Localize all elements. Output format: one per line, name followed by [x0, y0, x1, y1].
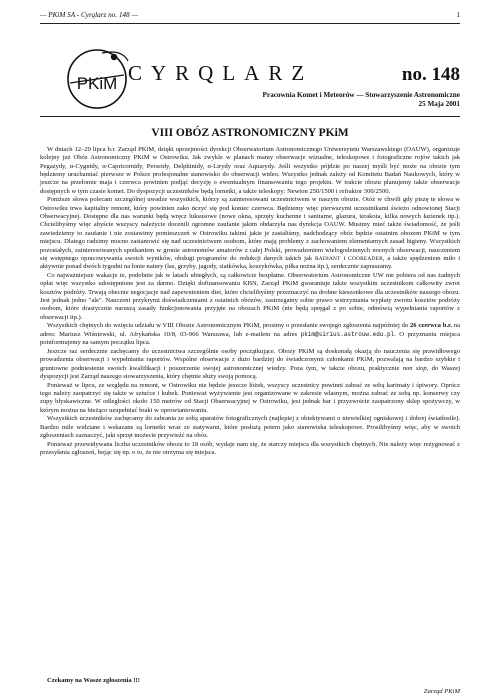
deadline-date: 26 czerwca b.r. [410, 322, 452, 330]
paragraph-1: W dniach 12–29 lipca b.r. Zarząd PKiM, dzięki uprzejmości dyrekcji Obserwatorium Astronomicznego Uniwersytetu Warszawskiego (OAUW), organizuje kolejny już Obóz Astronomiczny PKiM w Ostrowiku. Jak zwykle w planach mamy obserwacje wizualne, teleskopowe i fotograficzne rojów takich jak Pegazydy, α-Cygnidy, α-Capricornidy, Perseidy, Delphinidy, α-Lirydy oraz Aquarydy. Jeśli wszystko pójdzie po naszej myśli być może na obozie tym będziemy uruchamiać pierwsze w Polsce profesjonalne stanowisko do obserwacji wideo. Wszystko jednak zależy od Komitetu Badań Naukowych, który w jeszcze na przełomie maja i czerwca powinien podjąć decyzję o ewentualnym finansowaniu tego projektu. W trakcie obozu planujemy także obserwacje dostępnych w tym czasie komet. Do dyspozycji uczestników będą lornetki, a także teleskopy: Newton 250/1500 i refraktor 300/2500. [40, 146, 460, 195]
paragraph-4-address: na adres: Mariusz Wiśniewski, ul. Afrykańska 10/8, 03-966 Warszawa, lub e-mailem na adres [40, 322, 460, 338]
paragraph-5-end: , do Waszej dyspozycji jest Zarząd naszego stowarzyszenia, który chętnie służy swoją pomocą. [40, 364, 461, 380]
paragraph-7: Wszystkich uczestników zachęcamy do zabrania ze sobą aparatów fotograficznych (najlepiej z obiektywami o niewielkiej ogniskowej i dobrej światłosile). Bardzo mile widziane i wskazane są lornetki wraz ze statywami, które posłużą potem jako stanowiska teleskopowe. Prosilibyśmy więc, aby w swoich zgłoszeniach zaznaczyć, jaki sprzęt możecie przywieźć na obóz. [40, 415, 460, 440]
logo-lettering: PKiM [76, 74, 118, 93]
publisher-line: Pracownia Komet i Meteorów — Stowarzyszenie Astronomiczne [262, 91, 460, 99]
program-coreader: COOREADER [348, 255, 383, 262]
paragraph-4 [40, 322, 460, 347]
non-stop-emphasis: non stop [402, 364, 427, 372]
paragraph-2-conj: i [343, 254, 346, 262]
contact-email: pkim@sirius.astrouw.edu.pl [300, 330, 395, 338]
masthead [40, 43, 460, 113]
program-radiant: RADIANT [314, 255, 341, 262]
paragraph-8: Ponieważ przewidywana liczba uczestników obozu to 18 osób, wydaje nam się, że starczy miejsca dla wszystkich chętnych. Nie należy więc rezygnować z przesyłania zgłoszeń, bojąc się np. o to, że nie otrzyma się miejsca. [40, 440, 460, 457]
issue-date: 25 Maja 2001 [418, 100, 460, 108]
masthead-title-row [128, 61, 460, 85]
paragraph-4-text: Wszystkich chętnych do wzięcia udziału w VIII Obozie Astronomicznym PKiM, prosimy o przesłanie swojego zgłoszenia najpóźniej do [47, 322, 409, 330]
article-title: VIII OBÓZ ASTRONOMICZNY PKiM [151, 127, 349, 139]
paragraph-4-end: . O przyznaniu miejsca poinformujemy na samym początku lipca. [40, 330, 460, 347]
signature: Zarząd PKiM [423, 688, 460, 695]
paragraph-2-end: , a także spędzeniem miło i aktywnie ponad dwóch tygodni na łonie natury (las, grzyby, jagody, siatkówka, koszykówka, piłka nożna itp.), serdecznie zapraszamy. [40, 254, 461, 271]
pkim-logo [62, 43, 132, 113]
header-divider [40, 23, 460, 24]
paragraph-6: Ponieważ w lipcu, ze względu na remont, w Ostrowiku nie będzie jeszcze łóżek, wszyscy uczestnicy powinni zabrać ze sobą karimaty i śpiwory. Oprócz tego należy zaopatrzyć się także w sztućce i kubek. Ponieważ wyżywienie jest organizowane w zakresie własnym, można zabrać ze sobą np. konserwy czy zupy błyskawiczne. W odległości około 150 metrów od Stacji Obserwacyjnej w Ostrowiku, jest jednak bar i przyzwoicie zaopatrzony sklep spożywczy, w którym można na bieżąco uzupełniać braki w oprowiantowaniu. [40, 381, 460, 414]
closing-line: Czekamy na Wasze zgłoszenia !!! [47, 677, 140, 684]
paragraph-5 [40, 348, 460, 381]
paragraph-2 [40, 196, 460, 271]
running-header-title: — PKiM SA - Cyrqlarz no. 148 — [40, 11, 138, 19]
masthead-divider [40, 116, 460, 117]
paragraph-2-text: Poniższe słowa polecam szczególnej uwadze wszystkich, którzy są zainteresowani uczestnictwem w naszym obozie. Otóż w chwili gdy piszę te słowa w Ostrowiku trwa kapitalny remont, który powinien zako ńczyć się pod koniec czerwca. Będziemy więc pierwszymi uczestnikami świeżo odnowionej Stacji Obserwacyjnej. Dostępne dla nas warunki będą wręcz luksusowe (nowe okna, sprzęty kuchenne i sanitarne, glazura, terakota, kilka nowych łazienek itp.). Chcielibyśmy więc abyście wszyscy należycie docenili ogromne zaufanie jakim obdarzyła nas dyrekcja OAUW. Musimy mieć także świadomość, że jeśli zawiedziemy to zaufanie i nie zostawimy pomieszczeń w Ostrowiku takimi jakie je zastaliśmy, nadchodzący obóz będzie ostatnim obozem PKiM w tym miejscu. Dlatego radzimy mocno zastanowić się nad uczestnictwem osobom, które mają problemy z zachowaniem elementarnych zasad higieny. Wszystkich pozostałych, zainteresowanych spotkaniem w gronie astronomów amatorów z całej Polski, prowadzeniem wielogodzinnych nocnych obserwacji, nauczeniem się wstępnego opracowywania swoich wyników, obsługi programów do redukcji danych takich jak [40, 196, 460, 262]
page-number: 1 [456, 11, 460, 19]
paragraph-5-text: Jeszcze raz serdecznie zachęcamy do uczestnictwa szczególnie osoby początkujące. Obozy PKiM są doskonałą okazją do nauczenia się prawidłowego prowadzenia obserwacji i wypełniania raportów. Wspólne obserwacje z dużo bardziej do świadczonymi członkami PKiM, pozwalają na bardzo szybkie i gruntowne podniesienie swoich kwalifikacji i poszerzenie swojej astronomicznej wiedzy. Poza tym, w takcie obozu, praktycznie [40, 347, 460, 372]
article-body [40, 146, 460, 458]
magazine-title: CYRQLARZ [128, 61, 314, 85]
paragraph-3: Co najważniejsze wakacje te, podobnie jak w latach ubiegłych, są całkowicie bezpłatne. Obserwatorium Astronomiczne UW nie pobiera od nas żadnych opłat więc wszystko udostępnione jest za darmo. Dzięki dofinansowaniu KBN, Zarząd PKiM gwarantuje także wszystkim uczestnikom całkowity zwrot kosztów podróży. Trwają obecnie negocjacje nad zapewnieniem diet, które chcielibyśmy przeznaczyć na drobne kieszonkowe dla uczestników naszego obozu. Jest jednak jedno "ale". Nauczeni przykrymi doświadczeniami z ostatnich obozów, zastrzegamy sobie prawo wstrzymania wypłaty zwrotu kosztów podróży osobom, które drastycznie naruszą zasady funkcjonowania przyjęte na obozach PKiM (nie będą spręgał z po sobie, odmówią wypełniania raportów z obserwacji itp.). [40, 271, 460, 321]
running-header [40, 11, 460, 19]
issue-number: no. 148 [401, 64, 460, 85]
masthead-subtitle [263, 91, 460, 109]
